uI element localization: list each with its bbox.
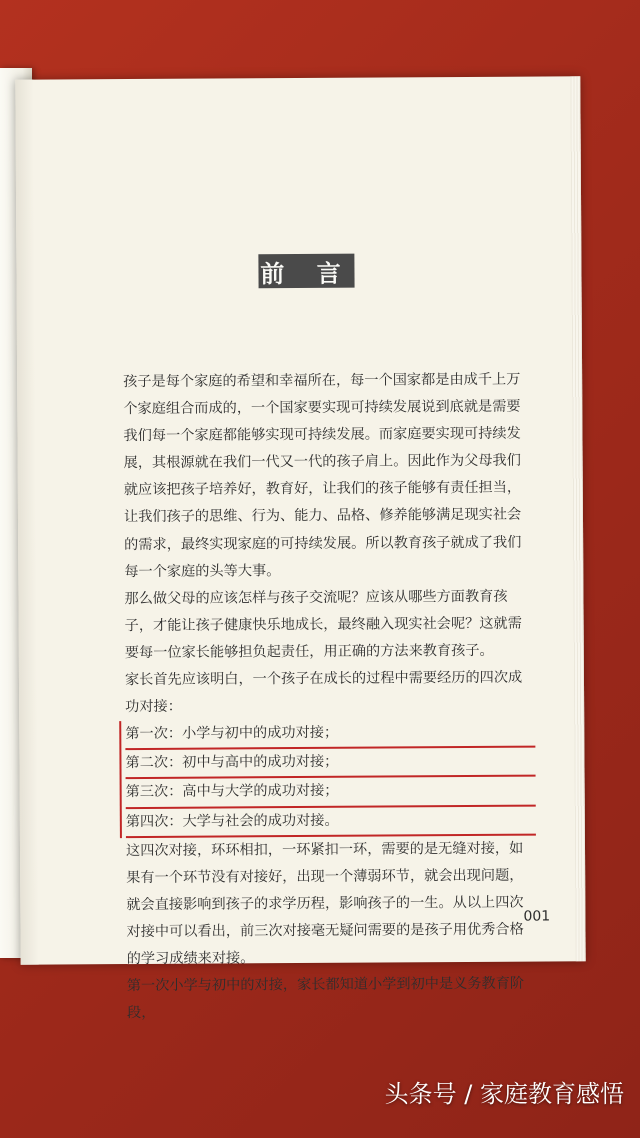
- paragraph-2: 那么做父母的应该怎样与孩子交流呢？应该从哪些方面教育孩子，才能让孩子健康快乐地成长，最终融入现实社会呢？这就需要每一位家长能够担负起责任，用正确的方法来教育孩子。: [124, 588, 522, 662]
- paragraph-1: 孩子是每个家庭的希望和幸福所在，每一个国家都是由成千上万个家庭组合而成的，一个国家要实现可持续发展说到底就是需要我们每一个家庭都能够实现可持续发展。而家庭要实现可持续发展，其根源就在我们一代又一代的孩子肩上。因此作为父母我们就应该把孩子培养好，教育好，让我们的孩子能够有责任担当，让我们孩子的思维、行为、能力、品格、修养能够满足现实社会的需求，最终实现家庭的可持续发展。所以教育孩子就成了我们每一个家庭的头等大事。: [123, 371, 522, 580]
- paragraph-4: 这四次对接，环环相扣，一环紧扣一环，需要的是无缝对接，如果有一个环节没有对接好，出现一个薄弱环节，就会出现问题，就会直接影响到孩子的求学历程，影响孩子的一生。从以上四次对接中可以看出，前三次对接毫无疑问需要的是孩子用优秀合格的学习成绩来对接。: [125, 840, 524, 968]
- page-number: 001: [523, 908, 551, 925]
- list-item: 第四次：大学与社会的成功对接。: [126, 806, 536, 838]
- book-page: [15, 76, 585, 1022]
- paragraph-5: 第一次小学与初中的对接，家长都知道小学到初中是义务教育阶段，: [126, 975, 525, 1022]
- four-connections-list: [119, 719, 536, 838]
- paragraph-3: 家长首先应该明白，一个孩子在成长的过程中需要经历的四次成功对接：: [124, 669, 523, 716]
- chapter-title: 前 言: [258, 254, 354, 289]
- body-text: [95, 367, 537, 1028]
- watermark: 头条号 / 家庭教育感悟: [384, 1080, 624, 1108]
- list-item: 第二次：初中与高中的成功对接；: [125, 748, 535, 780]
- list-item: 第一次：小学与初中的成功对接；: [125, 719, 535, 751]
- list-item: 第三次：高中与大学的成功对接；: [126, 777, 536, 809]
